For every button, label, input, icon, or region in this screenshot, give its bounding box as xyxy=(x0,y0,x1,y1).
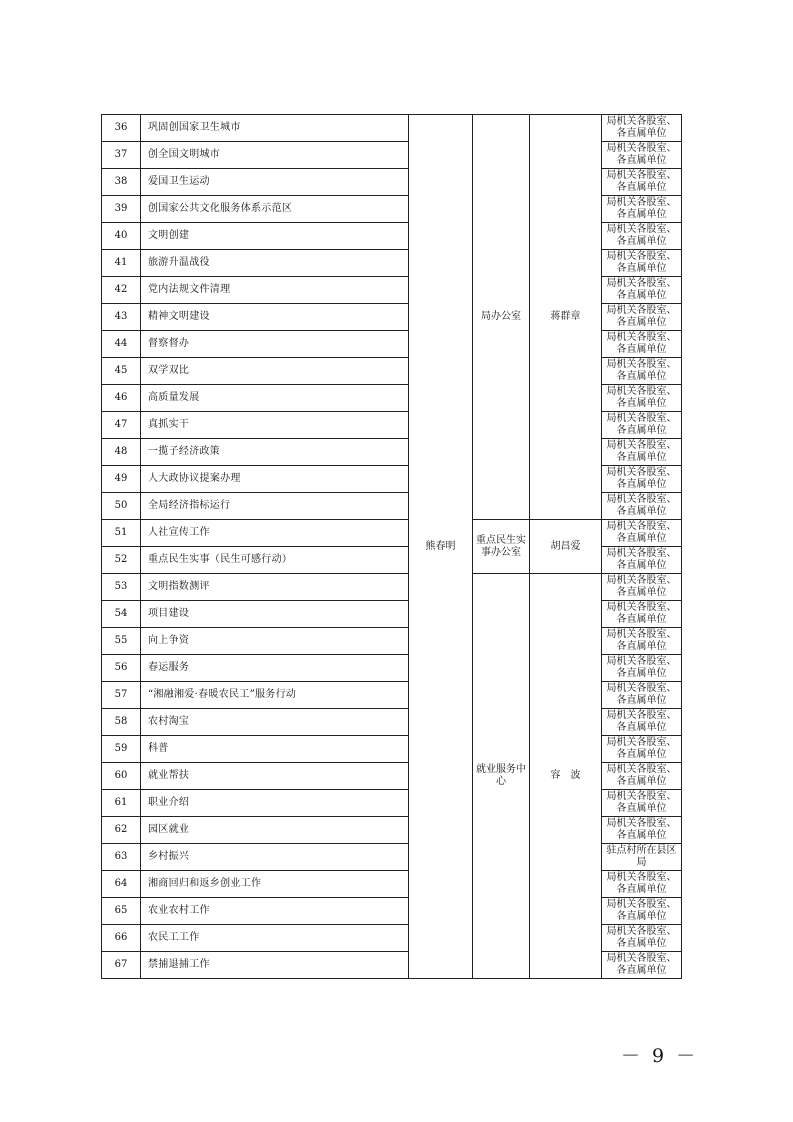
unit-line: 各直属单位 xyxy=(616,668,667,679)
task-table-body xyxy=(102,115,682,979)
unit-line: 局机关各股室、 xyxy=(606,683,677,694)
unit-line: 驻点村所在县区 xyxy=(606,845,677,856)
cooperating-units xyxy=(602,682,682,709)
unit-line: 局机关各股室、 xyxy=(606,170,677,181)
unit-line: 各直属单位 xyxy=(616,290,667,301)
lead-department: 就业服务中心 xyxy=(473,574,530,979)
cooperating-units xyxy=(602,493,682,520)
unit-line: 局机关各股室、 xyxy=(606,710,677,721)
cooperating-units xyxy=(602,277,682,304)
cooperating-units xyxy=(602,439,682,466)
responsible-leader: 熊春明 xyxy=(409,115,473,979)
unit-line: 局机关各股室、 xyxy=(606,332,677,343)
row-number: 57 xyxy=(102,682,141,709)
unit-line: 局机关各股室、 xyxy=(606,278,677,289)
lead-department: 重点民生实事办公室 xyxy=(473,520,530,574)
responsible-person: 胡昌爱 xyxy=(530,520,602,574)
cooperating-units xyxy=(602,331,682,358)
row-number: 44 xyxy=(102,331,141,358)
task-item: 农业农村工作 xyxy=(141,898,409,925)
unit-line: 局机关各股室、 xyxy=(606,386,677,397)
row-number: 56 xyxy=(102,655,141,682)
unit-line: 局机关各股室、 xyxy=(606,602,677,613)
unit-line: 局机关各股室、 xyxy=(606,656,677,667)
unit-line: 各直属单位 xyxy=(616,587,667,598)
task-item: 双学双比 xyxy=(141,358,409,385)
row-number: 55 xyxy=(102,628,141,655)
row-number: 38 xyxy=(102,169,141,196)
unit-line: 各直属单位 xyxy=(616,749,667,760)
unit-line: 局机关各股室、 xyxy=(606,791,677,802)
row-number: 60 xyxy=(102,763,141,790)
task-item: 农村淘宝 xyxy=(141,709,409,736)
cooperating-units xyxy=(602,196,682,223)
row-number: 37 xyxy=(102,142,141,169)
task-item: 创国家公共文化服务体系示范区 xyxy=(141,196,409,223)
task-item: 爱国卫生运动 xyxy=(141,169,409,196)
cooperating-units xyxy=(602,358,682,385)
task-table xyxy=(101,114,682,979)
table-row xyxy=(102,520,682,547)
task-item: 创全国文明城市 xyxy=(141,142,409,169)
cooperating-units xyxy=(602,628,682,655)
row-number: 51 xyxy=(102,520,141,547)
row-number: 67 xyxy=(102,952,141,979)
row-number: 49 xyxy=(102,466,141,493)
unit-line: 各直属单位 xyxy=(616,425,667,436)
unit-line: 各直属单位 xyxy=(616,884,667,895)
unit-line: 局机关各股室、 xyxy=(606,413,677,424)
task-item: 全局经济指标运行 xyxy=(141,493,409,520)
cooperating-units xyxy=(602,925,682,952)
task-item: 高质量发展 xyxy=(141,385,409,412)
unit-line: 各直属单位 xyxy=(616,155,667,166)
unit-line: 局 xyxy=(636,857,647,868)
cooperating-units xyxy=(602,790,682,817)
unit-line: 局机关各股室、 xyxy=(606,872,677,883)
task-item: 园区就业 xyxy=(141,817,409,844)
cooperating-units xyxy=(602,817,682,844)
cooperating-units xyxy=(602,655,682,682)
unit-line: 局机关各股室、 xyxy=(606,899,677,910)
task-item: 重点民生实事（民生可感行动） xyxy=(141,547,409,574)
row-number: 58 xyxy=(102,709,141,736)
task-item: 文明指数测评 xyxy=(141,574,409,601)
unit-line: 各直属单位 xyxy=(616,182,667,193)
task-item: 春运服务 xyxy=(141,655,409,682)
unit-line: 各直属单位 xyxy=(616,398,667,409)
task-item: 督察督办 xyxy=(141,331,409,358)
cooperating-units xyxy=(602,763,682,790)
cooperating-units xyxy=(602,601,682,628)
unit-line: 局机关各股室、 xyxy=(606,737,677,748)
task-item: 农民工工作 xyxy=(141,925,409,952)
row-number: 43 xyxy=(102,304,141,331)
unit-line: 各直属单位 xyxy=(616,209,667,220)
unit-line: 局机关各股室、 xyxy=(606,575,677,586)
unit-line: 各直属单位 xyxy=(616,614,667,625)
row-number: 41 xyxy=(102,250,141,277)
task-item: 精神文明建设 xyxy=(141,304,409,331)
cooperating-units xyxy=(602,304,682,331)
cooperating-units xyxy=(602,574,682,601)
unit-line: 局机关各股室、 xyxy=(606,467,677,478)
row-number: 52 xyxy=(102,547,141,574)
task-item: 湘商回归和返乡创业工作 xyxy=(141,871,409,898)
unit-line: 各直属单位 xyxy=(616,263,667,274)
cooperating-units xyxy=(602,520,682,547)
row-number: 66 xyxy=(102,925,141,952)
row-number: 53 xyxy=(102,574,141,601)
unit-line: 各直属单位 xyxy=(616,938,667,949)
unit-line: 局机关各股室、 xyxy=(606,926,677,937)
unit-line: 各直属单位 xyxy=(616,695,667,706)
cooperating-units xyxy=(602,223,682,250)
task-item: 党内法规文件清理 xyxy=(141,277,409,304)
unit-line: 局机关各股室、 xyxy=(606,953,677,964)
unit-line: 局机关各股室、 xyxy=(606,764,677,775)
unit-line: 局机关各股室、 xyxy=(606,197,677,208)
cooperating-units xyxy=(602,466,682,493)
task-item: 人社宣传工作 xyxy=(141,520,409,547)
row-number: 62 xyxy=(102,817,141,844)
row-number: 47 xyxy=(102,412,141,439)
row-number: 61 xyxy=(102,790,141,817)
unit-line: 局机关各股室、 xyxy=(606,305,677,316)
row-number: 46 xyxy=(102,385,141,412)
unit-line: 各直属单位 xyxy=(616,560,667,571)
task-item: 职业介绍 xyxy=(141,790,409,817)
row-number: 42 xyxy=(102,277,141,304)
cooperating-units xyxy=(602,736,682,763)
task-item: 巩固创国家卫生城市 xyxy=(141,115,409,142)
unit-line: 局机关各股室、 xyxy=(606,224,677,235)
cooperating-units xyxy=(602,142,682,169)
row-number: 64 xyxy=(102,871,141,898)
unit-line: 局机关各股室、 xyxy=(606,521,677,532)
lead-department: 局办公室 xyxy=(473,115,530,520)
unit-line: 各直属单位 xyxy=(616,911,667,922)
row-number: 65 xyxy=(102,898,141,925)
unit-line: 局机关各股室、 xyxy=(606,440,677,451)
unit-line: 各直属单位 xyxy=(616,344,667,355)
table-row xyxy=(102,115,682,142)
unit-line: 局机关各股室、 xyxy=(606,359,677,370)
row-number: 63 xyxy=(102,844,141,871)
unit-line: 局机关各股室、 xyxy=(606,251,677,262)
row-number: 36 xyxy=(102,115,141,142)
task-item: 一揽子经济政策 xyxy=(141,439,409,466)
row-number: 50 xyxy=(102,493,141,520)
task-item: 项目建设 xyxy=(141,601,409,628)
unit-line: 局机关各股室、 xyxy=(606,143,677,154)
task-item: 科普 xyxy=(141,736,409,763)
unit-line: 各直属单位 xyxy=(616,236,667,247)
cooperating-units xyxy=(602,709,682,736)
task-item: 人大政协议提案办理 xyxy=(141,466,409,493)
cooperating-units xyxy=(602,898,682,925)
unit-line: 各直属单位 xyxy=(616,533,667,544)
table-row xyxy=(102,574,682,601)
cooperating-units xyxy=(602,250,682,277)
unit-line: 各直属单位 xyxy=(616,722,667,733)
unit-line: 各直属单位 xyxy=(616,803,667,814)
cooperating-units xyxy=(602,871,682,898)
task-item: 就业帮扶 xyxy=(141,763,409,790)
unit-line: 各直属单位 xyxy=(616,641,667,652)
page-number: － 9 － xyxy=(621,1045,699,1067)
row-number: 48 xyxy=(102,439,141,466)
unit-line: 各直属单位 xyxy=(616,452,667,463)
unit-line: 各直属单位 xyxy=(616,830,667,841)
task-item: 文明创建 xyxy=(141,223,409,250)
task-item: 向上争资 xyxy=(141,628,409,655)
cooperating-units xyxy=(602,952,682,979)
responsible-person: 蒋群章 xyxy=(530,115,602,520)
cooperating-units xyxy=(602,547,682,574)
unit-line: 各直属单位 xyxy=(616,371,667,382)
unit-line: 局机关各股室、 xyxy=(606,629,677,640)
cooperating-units xyxy=(602,115,682,142)
task-item: 禁捕退捕工作 xyxy=(141,952,409,979)
cooperating-units xyxy=(602,412,682,439)
row-number: 39 xyxy=(102,196,141,223)
unit-line: 局机关各股室、 xyxy=(606,116,677,127)
unit-line: 各直属单位 xyxy=(616,479,667,490)
unit-line: 局机关各股室、 xyxy=(606,494,677,505)
cooperating-units xyxy=(602,844,682,871)
row-number: 54 xyxy=(102,601,141,628)
unit-line: 各直属单位 xyxy=(616,965,667,976)
task-item: 旅游升温战役 xyxy=(141,250,409,277)
row-number: 45 xyxy=(102,358,141,385)
unit-line: 各直属单位 xyxy=(616,317,667,328)
cooperating-units xyxy=(602,385,682,412)
unit-line: 各直属单位 xyxy=(616,506,667,517)
task-item: 乡村振兴 xyxy=(141,844,409,871)
unit-line: 局机关各股室、 xyxy=(606,818,677,829)
row-number: 59 xyxy=(102,736,141,763)
row-number: 40 xyxy=(102,223,141,250)
responsible-person: 容 波 xyxy=(530,574,602,979)
unit-line: 各直属单位 xyxy=(616,128,667,139)
task-item: 真抓实干 xyxy=(141,412,409,439)
unit-line: 局机关各股室、 xyxy=(606,548,677,559)
task-item: “湘融湘爱·春暖农民工”服务行动 xyxy=(141,682,409,709)
cooperating-units xyxy=(602,169,682,196)
unit-line: 各直属单位 xyxy=(616,776,667,787)
